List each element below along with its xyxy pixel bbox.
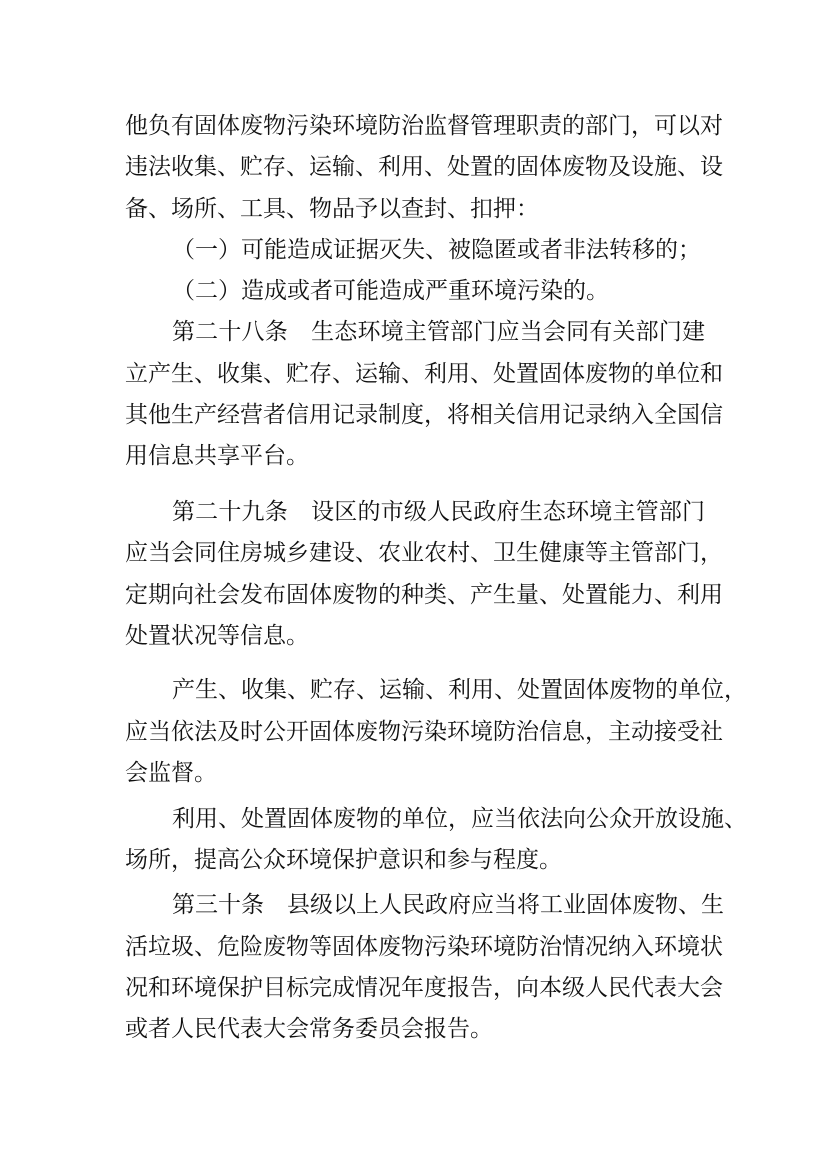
paragraph-start-line: 利用、处置固体废物的单位，应当依法向公众开放设施、 bbox=[172, 806, 747, 832]
text-line: 立产生、收集、贮存、运输、利用、处置固体废物的单位和 bbox=[125, 361, 723, 387]
text-line: 应当会同住房城乡建设、农业农村、卫生健康等主管部门， bbox=[125, 540, 723, 566]
text-line: 活垃圾、危险废物等固体废物污染环境防治情况纳入环境状 bbox=[125, 934, 723, 960]
text-line: 处置状况等信息。 bbox=[125, 623, 309, 649]
article-start-line: 第二十八条 生态环境主管部门应当会同有关部门建 bbox=[172, 319, 705, 345]
text-line: 应当依法及时公开固体废物污染环境防治信息，主动接受社 bbox=[125, 719, 723, 745]
article-start-line: 第二十九条 设区的市级人民政府生态环境主管部门 bbox=[172, 499, 705, 525]
text-line: 定期向社会发布固体废物的种类、产生量、处置能力、利用 bbox=[125, 582, 723, 608]
text-line: 备、场所、工具、物品予以查封、扣押： bbox=[125, 196, 539, 222]
text-line: 况和环境保护目标完成情况年度报告，向本级人民代表大会 bbox=[125, 975, 723, 1001]
text-line: 场所，提高公众环境保护意识和参与程度。 bbox=[125, 847, 562, 873]
text-line: 用信息共享平台。 bbox=[125, 443, 309, 469]
text-line: 会监督。 bbox=[125, 760, 217, 786]
list-item: （二）造成或者可能造成严重环境污染的。 bbox=[172, 278, 609, 304]
text-line: 他负有固体废物污染环境防治监督管理职责的部门，可以对 bbox=[125, 113, 723, 139]
text-line: 其他生产经营者信用记录制度，将相关信用记录纳入全国信 bbox=[125, 402, 723, 428]
article-start-line: 第三十条 县级以上人民政府应当将工业固体废物、生 bbox=[172, 892, 724, 918]
paragraph-start-line: 产生、收集、贮存、运输、利用、处置固体废物的单位， bbox=[172, 677, 747, 703]
text-line: 或者人民代表大会常务委员会报告。 bbox=[125, 1016, 493, 1042]
text-line: 违法收集、贮存、运输、利用、处置的固体废物及设施、设 bbox=[125, 154, 723, 180]
list-item: （一）可能造成证据灭失、被隐匿或者非法转移的； bbox=[172, 237, 701, 263]
